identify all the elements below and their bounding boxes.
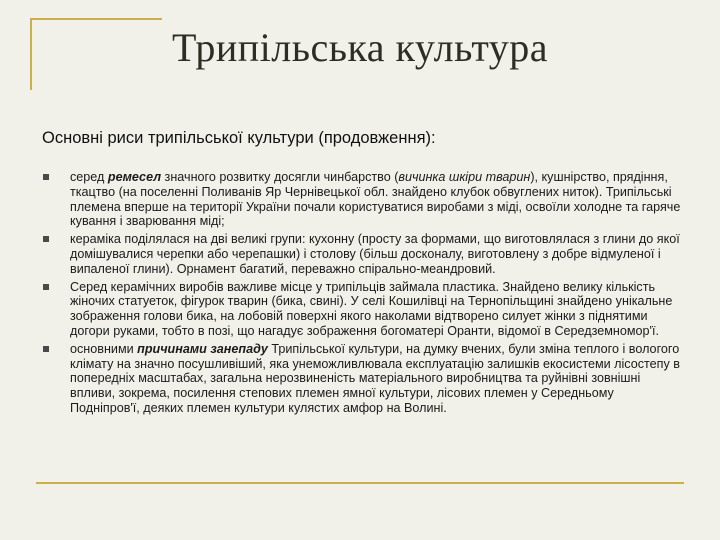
bullet-item (42, 232, 682, 276)
square-bullet-icon (43, 284, 49, 290)
square-bullet-icon (43, 236, 49, 242)
slide-subtitle: Основні риси трипільської культури (продовження): (42, 129, 436, 147)
bullet-list (42, 170, 682, 419)
bullet-text (70, 170, 682, 229)
bullet-item (42, 342, 682, 416)
square-bullet-icon (43, 174, 49, 180)
emphasis-text: ремесел (107, 170, 162, 184)
emphasis-text: причинами занепаду (137, 341, 268, 356)
frame-horizontal-rule (30, 18, 162, 20)
text-run: Серед керамічних виробів важливе місце у трипільців займала пластика. Знайдено велику кількість жіночих статуеток, фігурок тварин (бика, свині). У селі Кошилівці на Тернопільщині знайдено унікальне зображення голови бика, на лобовій поверхні якого наколами відтворено силует жінки з піднятими догори руками, тобто в позі, що нагадує зображення богоматері Оранти, відомої в Середземномор'ї. (70, 279, 673, 338)
bullet-text (70, 342, 682, 416)
bullet-item (42, 170, 682, 229)
bullet-text (70, 280, 682, 339)
text-run: Трипільської культури, на думку вчених, були зміна теплого і вологого клімату на значно посушливіший, яка унеможливлювала експлуатацію залишків екосистеми лісостепу в попередніх масштабах, загальна нерозвиненість матеріального виробництва та руйнівні зовнішні впливи, зокрема, посилення степових племен ямної культури, лісових племен у Середньому Подніпров'ї, деяких племен культури кулястих амфор на Волині. (70, 341, 680, 415)
text-run: кераміка поділялася на дві великі групи: кухонну (просту за формами, що виготовлялася з глини до якої домішувалися черепки або черепашки) і столову (більш досконалу, виготовлену з добре відмуленої і випаленої глини). Орнамент багатий, переважно спірально-меандровий. (70, 232, 680, 276)
slide-title: Трипільська культура (171, 25, 549, 70)
bullet-text (70, 232, 682, 276)
text-run: основними (70, 341, 138, 356)
bullet-item (42, 280, 682, 339)
text-run: серед (70, 170, 108, 184)
bottom-rule (36, 482, 684, 484)
text-run: ), кушнірство, прядіння, ткацтво (на поселенні Поливанів Яр Чернівецької обл. знайдено клубок обвуглених ниток). Трипільські племена вперше на території України почали користуватися виробами з міді, освоїли холодне та гаряче кування і зварювання міді; (70, 170, 681, 229)
text-run: значного розвитку досягли чинбарство ( (161, 170, 399, 184)
emphasis-text: вичинка шкіри тварин (398, 170, 531, 184)
square-bullet-icon (43, 346, 49, 352)
